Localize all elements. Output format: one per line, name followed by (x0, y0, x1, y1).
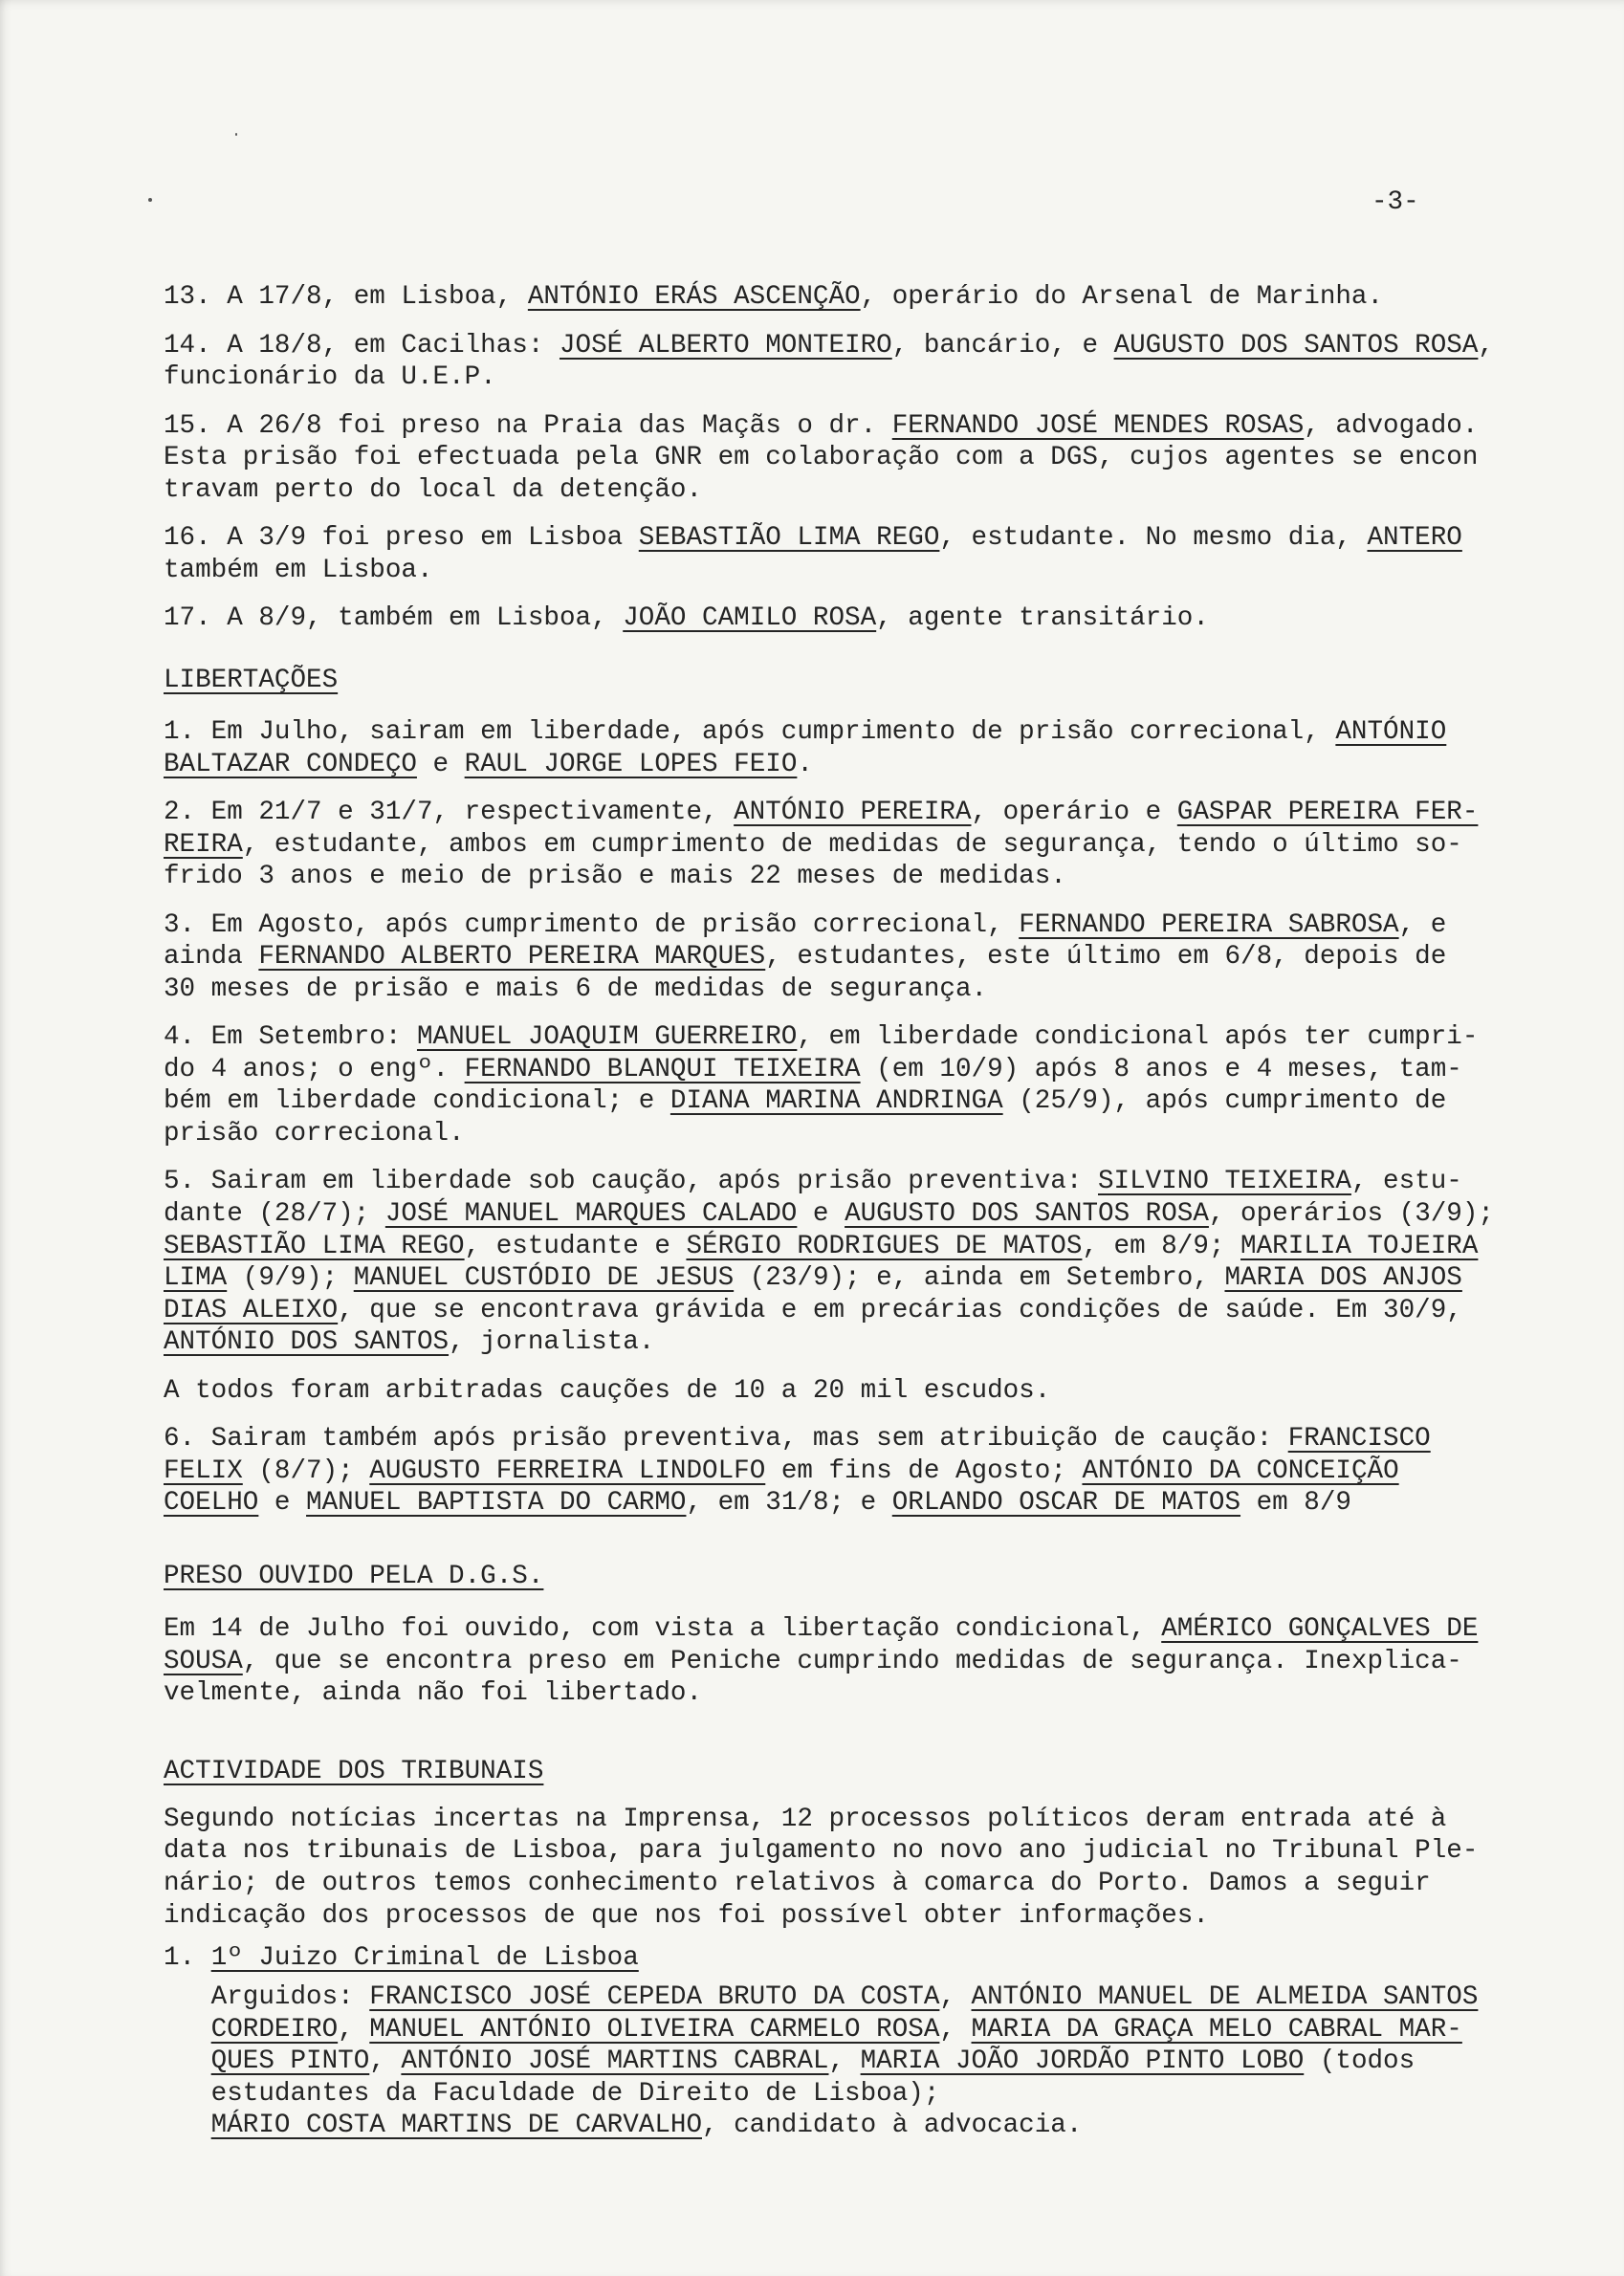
text-line (164, 1455, 1569, 1488)
text-line (164, 1085, 1569, 1118)
text-run: (8/7); (242, 1455, 370, 1486)
court-activity-intro (164, 1804, 1569, 1932)
paragraph (164, 1021, 1569, 1149)
underlined-text: AUGUSTO DOS SANTOS ROSA (1113, 330, 1479, 361)
underlined-text: ANTÓNIO DA CONCEIÇÃO (1082, 1455, 1399, 1486)
underlined-text: FELIX (164, 1455, 243, 1486)
paragraph (164, 909, 1569, 1006)
text-run: 14. A 18/8, em Cacilhas: (164, 330, 560, 361)
underlined-text: MANUEL ANTÓNIO OLIVEIRA CARMELO ROSA (369, 2014, 940, 2045)
paragraph (164, 1423, 1569, 1520)
underlined-text: FERNANDO ALBERTO PEREIRA MARQUES (258, 942, 766, 973)
text-run: data nos tribunais de Lisboa, para julgamento no novo ano judicial no Tribunal Ple- (164, 1836, 1479, 1867)
underlined-text: ANTÓNIO DOS SANTOS (164, 1327, 450, 1358)
text-run: 17. A 8/9, também em Lisboa, (164, 603, 624, 634)
text-line (164, 2014, 1569, 2046)
text-run: , (369, 2046, 402, 2077)
section-heading-libertacoes: LIBERTAÇÕES (164, 666, 339, 696)
text-run: 6. Sairam também após prisão preventiva, mas sem atribuição de caução: (164, 1424, 1288, 1455)
underlined-text: AUGUSTO DOS SANTOS ROSA (845, 1199, 1209, 1229)
paragraph (164, 797, 1569, 893)
text-run: Esta prisão foi efectuada pela GNR em colaboração com a DGS, cujos agentes se encon (164, 443, 1479, 473)
text-run: frido 3 anos e meio de prisão e mais 22 meses de medidas. (164, 862, 1066, 892)
text-run: 30 meses de prisão e mais 6 de medidas de segurança. (164, 974, 988, 1004)
text-run: 16. A 3/9 foi preso em Lisboa (164, 523, 639, 554)
text-run: prisão correcional. (164, 1119, 465, 1149)
text-run: , bancário, e (891, 330, 1114, 361)
text-run: , em 8/9; (1082, 1231, 1241, 1261)
underlined-text: SEBASTIÃO LIMA REGO (164, 1231, 465, 1261)
text-run: Segundo notícias incertas na Imprensa, 12 processos políticos deram entrada até à (164, 1804, 1447, 1834)
underlined-text: ANTÓNIO ERÁS ASCENÇÃO (527, 282, 861, 313)
text-run: (em 10/9) após 8 anos e 4 meses, tam- (860, 1054, 1462, 1084)
underlined-text: FRANCISCO JOSÉ CEPEDA BRUTO DA COSTA (369, 1981, 940, 2012)
text-run: 4. Em Setembro: (164, 1022, 417, 1053)
underlined-text: ANTÓNIO JOSÉ MARTINS CABRAL (401, 2046, 829, 2077)
paragraph (164, 1942, 1569, 2142)
text-line (164, 797, 1569, 829)
text-run: , em liberdade condicional após ter cumpri- (797, 1022, 1479, 1053)
text-run: , (939, 2014, 972, 2045)
text-line (164, 281, 1569, 314)
text-run: (25/9), após cumprimento de (1002, 1086, 1447, 1117)
text-line (164, 1326, 1569, 1359)
text-run: , estu- (1350, 1167, 1462, 1197)
paragraph (164, 281, 1569, 314)
underlined-text: MANUEL JOAQUIM GUERREIRO (416, 1022, 798, 1053)
text-run: , (828, 2046, 861, 2077)
text-run: funcionário da U.E.P. (164, 362, 496, 393)
underlined-text: QUES PINTO (210, 2046, 370, 2077)
text-run: 1. (164, 1943, 211, 1974)
text-run: , advogado. (1304, 410, 1479, 441)
text-line (164, 2046, 1569, 2078)
underlined-text: REIRA (164, 829, 243, 860)
text-run: , estudante, ambos em cumprimento de medidas de segurança, tendo o último so- (242, 829, 1462, 860)
underlined-text: MÁRIO COSTA MARTINS DE CARVALHO (210, 2111, 702, 2141)
text-line (164, 1375, 1569, 1408)
text-run: A todos foram arbitradas cauções de 10 a 20 mil escudos. (164, 1375, 1051, 1406)
text-run: e (416, 749, 465, 779)
text-run: , estudante. No mesmo dia, (939, 523, 1368, 554)
text-line (164, 410, 1569, 443)
text-run: , agente transitário. (876, 603, 1209, 634)
underlined-text: DIAS ALEIXO (164, 1295, 339, 1325)
underlined-text: AUGUSTO FERREIRA LINDOLFO (369, 1455, 766, 1486)
text-line (164, 941, 1569, 974)
text-run: do 4 anos; o engº. (164, 1054, 465, 1084)
section-heading-actividade-tribunais: ACTIVIDADE DOS TRIBUNAIS (164, 1756, 544, 1786)
ink-speck (148, 198, 152, 202)
text-run: estudantes da Faculdade de Direito de Lisboa); (210, 2078, 940, 2109)
text-line (164, 1835, 1569, 1868)
text-line (164, 330, 1569, 362)
underlined-text: FERNANDO JOSÉ MENDES ROSAS (891, 410, 1305, 441)
text-run: Arguidos: (210, 1981, 370, 2012)
text-run: também em Lisboa. (164, 555, 433, 585)
text-line (164, 1295, 1569, 1327)
text-line (164, 749, 1569, 781)
text-run: , operários (3/9); (1208, 1199, 1494, 1229)
text-run: nário; de outros temos conhecimento relativos à comarca do Porto. Damos a seguir (164, 1869, 1431, 1899)
underlined-text: JOÃO CAMILO ROSA (623, 603, 877, 634)
text-line (164, 2078, 1569, 2111)
text-line (164, 2110, 1569, 2142)
underlined-text: CORDEIRO (210, 2014, 339, 2045)
text-run: em 8/9 (1240, 1488, 1351, 1519)
text-run: , jornalista. (449, 1327, 655, 1358)
text-line (164, 522, 1569, 555)
text-run: , em 31/8; e (686, 1488, 892, 1519)
heard-by-dgs-section (164, 1613, 1569, 1710)
underlined-text: LIMA (164, 1263, 228, 1294)
text-run: travam perto do local da detenção. (164, 474, 703, 505)
paragraph (164, 1804, 1569, 1932)
ink-speck (235, 133, 237, 136)
text-run: , (338, 2014, 370, 2045)
text-line (164, 974, 1569, 1006)
text-line (164, 1804, 1569, 1836)
underlined-text: BALTAZAR CONDEÇO (164, 749, 417, 779)
text-line (164, 442, 1569, 474)
underlined-text: ANTÓNIO PEREIRA (734, 798, 972, 828)
text-run: , e (1398, 909, 1447, 940)
text-line (164, 555, 1569, 587)
text-line (164, 829, 1569, 862)
underlined-text: MANUEL BAPTISTA DO CARMO (306, 1488, 687, 1519)
text-line (164, 1900, 1569, 1933)
paragraph (164, 330, 1569, 394)
text-run: . (797, 749, 813, 779)
text-line (164, 1423, 1569, 1455)
text-line (164, 602, 1569, 635)
paragraph (164, 522, 1569, 586)
underlined-text: ORLANDO OSCAR DE MATOS (891, 1488, 1241, 1519)
document-body (164, 281, 1569, 2142)
text-run: , estudantes, este último em 6/8, depois de (765, 942, 1447, 973)
text-line (164, 1262, 1569, 1295)
underlined-text: JOSÉ MANUEL MARQUES CALADO (384, 1199, 798, 1229)
text-line (164, 1166, 1569, 1198)
text-run: velmente, ainda não foi libertado. (164, 1678, 703, 1709)
text-run: indicação dos processos de que nos foi possível obter informações. (164, 1900, 1209, 1931)
underlined-text: MARIA DOS ANJOS (1224, 1263, 1462, 1294)
underlined-text: FERNANDO PEREIRA SABROSA (1019, 909, 1399, 940)
text-line (164, 1677, 1569, 1710)
text-line (164, 1198, 1569, 1231)
text-line (164, 1231, 1569, 1263)
underlined-text: FRANCISCO (1287, 1424, 1431, 1455)
text-run: Em 14 de Julho foi ouvido, com vista a libertação condicional, (164, 1613, 1162, 1644)
underlined-text: MARILIA TOJEIRA (1240, 1231, 1479, 1261)
text-run: , candidato à advocacia. (702, 2111, 1083, 2141)
text-line (164, 1646, 1569, 1678)
underlined-text: ANTÓNIO (1335, 717, 1447, 748)
text-run: bém em liberdade condicional; e (164, 1086, 670, 1117)
underlined-text: DIANA MARINA ANDRINGA (669, 1086, 1003, 1117)
paragraph (164, 716, 1569, 780)
text-run: 5. Sairam em liberdade sob caução, após prisão preventiva: (164, 1167, 1098, 1197)
underlined-text: MARIA JOÃO JORDÃO PINTO LOBO (860, 2046, 1305, 2077)
arrests-list (164, 281, 1569, 635)
section-heading-preso-ouvido: PRESO OUVIDO PELA D.G.S. (164, 1562, 544, 1592)
text-line (164, 361, 1569, 394)
releases-list (164, 716, 1569, 1520)
court-cases-list (164, 1942, 1569, 2142)
underlined-text: COELHO (164, 1488, 259, 1519)
paragraph (164, 1613, 1569, 1710)
text-run: 1. Em Julho, sairam em liberdade, após cumprimento de prisão correcional, (164, 717, 1336, 748)
page-number: -3- (1372, 187, 1419, 217)
underlined-text: 1º Juizo Criminal de Lisboa (210, 1943, 639, 1974)
text-line (164, 1942, 1569, 1975)
text-line (164, 1118, 1569, 1150)
text-line (164, 861, 1569, 893)
underlined-text: SÉRGIO RODRIGUES DE MATOS (686, 1231, 1083, 1261)
underlined-text: MARIA DA GRAÇA MELO CABRAL MAR- (971, 2014, 1462, 2045)
underlined-text: SEBASTIÃO LIMA REGO (638, 523, 940, 554)
underlined-text: MANUEL CUSTÓDIO DE JESUS (353, 1263, 735, 1294)
text-run: 2. Em 21/7 e 31/7, respectivamente, (164, 798, 735, 828)
underlined-text: JOSÉ ALBERTO MONTEIRO (559, 330, 892, 361)
text-run: dante (28/7); (164, 1199, 385, 1229)
text-line (164, 1021, 1569, 1054)
underlined-text: SILVINO TEIXEIRA (1097, 1167, 1351, 1197)
paragraph (164, 1166, 1569, 1359)
text-run: , que se encontrava grávida e em precárias condições de saúde. Em 30/9, (338, 1295, 1462, 1325)
text-run: 15. A 26/8 foi preso na Praia das Maçãs o dr. (164, 410, 892, 441)
paragraph (164, 410, 1569, 507)
text-line (164, 1613, 1569, 1646)
text-line (164, 1981, 1569, 2014)
text-run: (23/9); e, ainda em Setembro, (734, 1263, 1225, 1294)
text-run: 3. Em Agosto, após cumprimento de prisão correcional, (164, 909, 1020, 940)
paragraph (164, 1375, 1569, 1408)
text-run: , estudante e (464, 1231, 687, 1261)
text-run: (9/9); (227, 1263, 354, 1294)
text-line (164, 909, 1569, 942)
text-run: , operário e (971, 798, 1177, 828)
underlined-text: ANTERO (1367, 523, 1462, 554)
text-run: 13. A 17/8, em Lisboa, (164, 282, 528, 313)
underlined-text: FERNANDO BLANQUI TEIXEIRA (464, 1054, 861, 1084)
underlined-text: RAUL JORGE LOPES FEIO (464, 749, 798, 779)
underlined-text: AMÉRICO GONÇALVES DE (1161, 1613, 1479, 1644)
text-line (164, 716, 1569, 749)
text-run: , (939, 1981, 972, 2012)
paragraph (164, 602, 1569, 635)
text-line (164, 1868, 1569, 1900)
text-line (164, 1054, 1569, 1086)
text-line (164, 1487, 1569, 1520)
underlined-text: ANTÓNIO MANUEL DE ALMEIDA SANTOS (971, 1981, 1479, 2012)
text-run: em fins de Agosto; (765, 1455, 1083, 1486)
text-run: (todos (1304, 2046, 1416, 2077)
text-line (164, 474, 1569, 507)
underlined-text: GASPAR PEREIRA FER- (1176, 798, 1479, 828)
text-run: , que se encontra preso em Peniche cumprindo medidas de segurança. Inexplica- (242, 1646, 1462, 1676)
text-run: , operário do Arsenal de Marinha. (860, 282, 1384, 313)
text-run: e (797, 1199, 845, 1229)
text-run: e (258, 1488, 307, 1519)
text-run: ainda (164, 942, 259, 973)
text-run: , (1478, 330, 1494, 361)
underlined-text: SOUSA (164, 1646, 243, 1676)
